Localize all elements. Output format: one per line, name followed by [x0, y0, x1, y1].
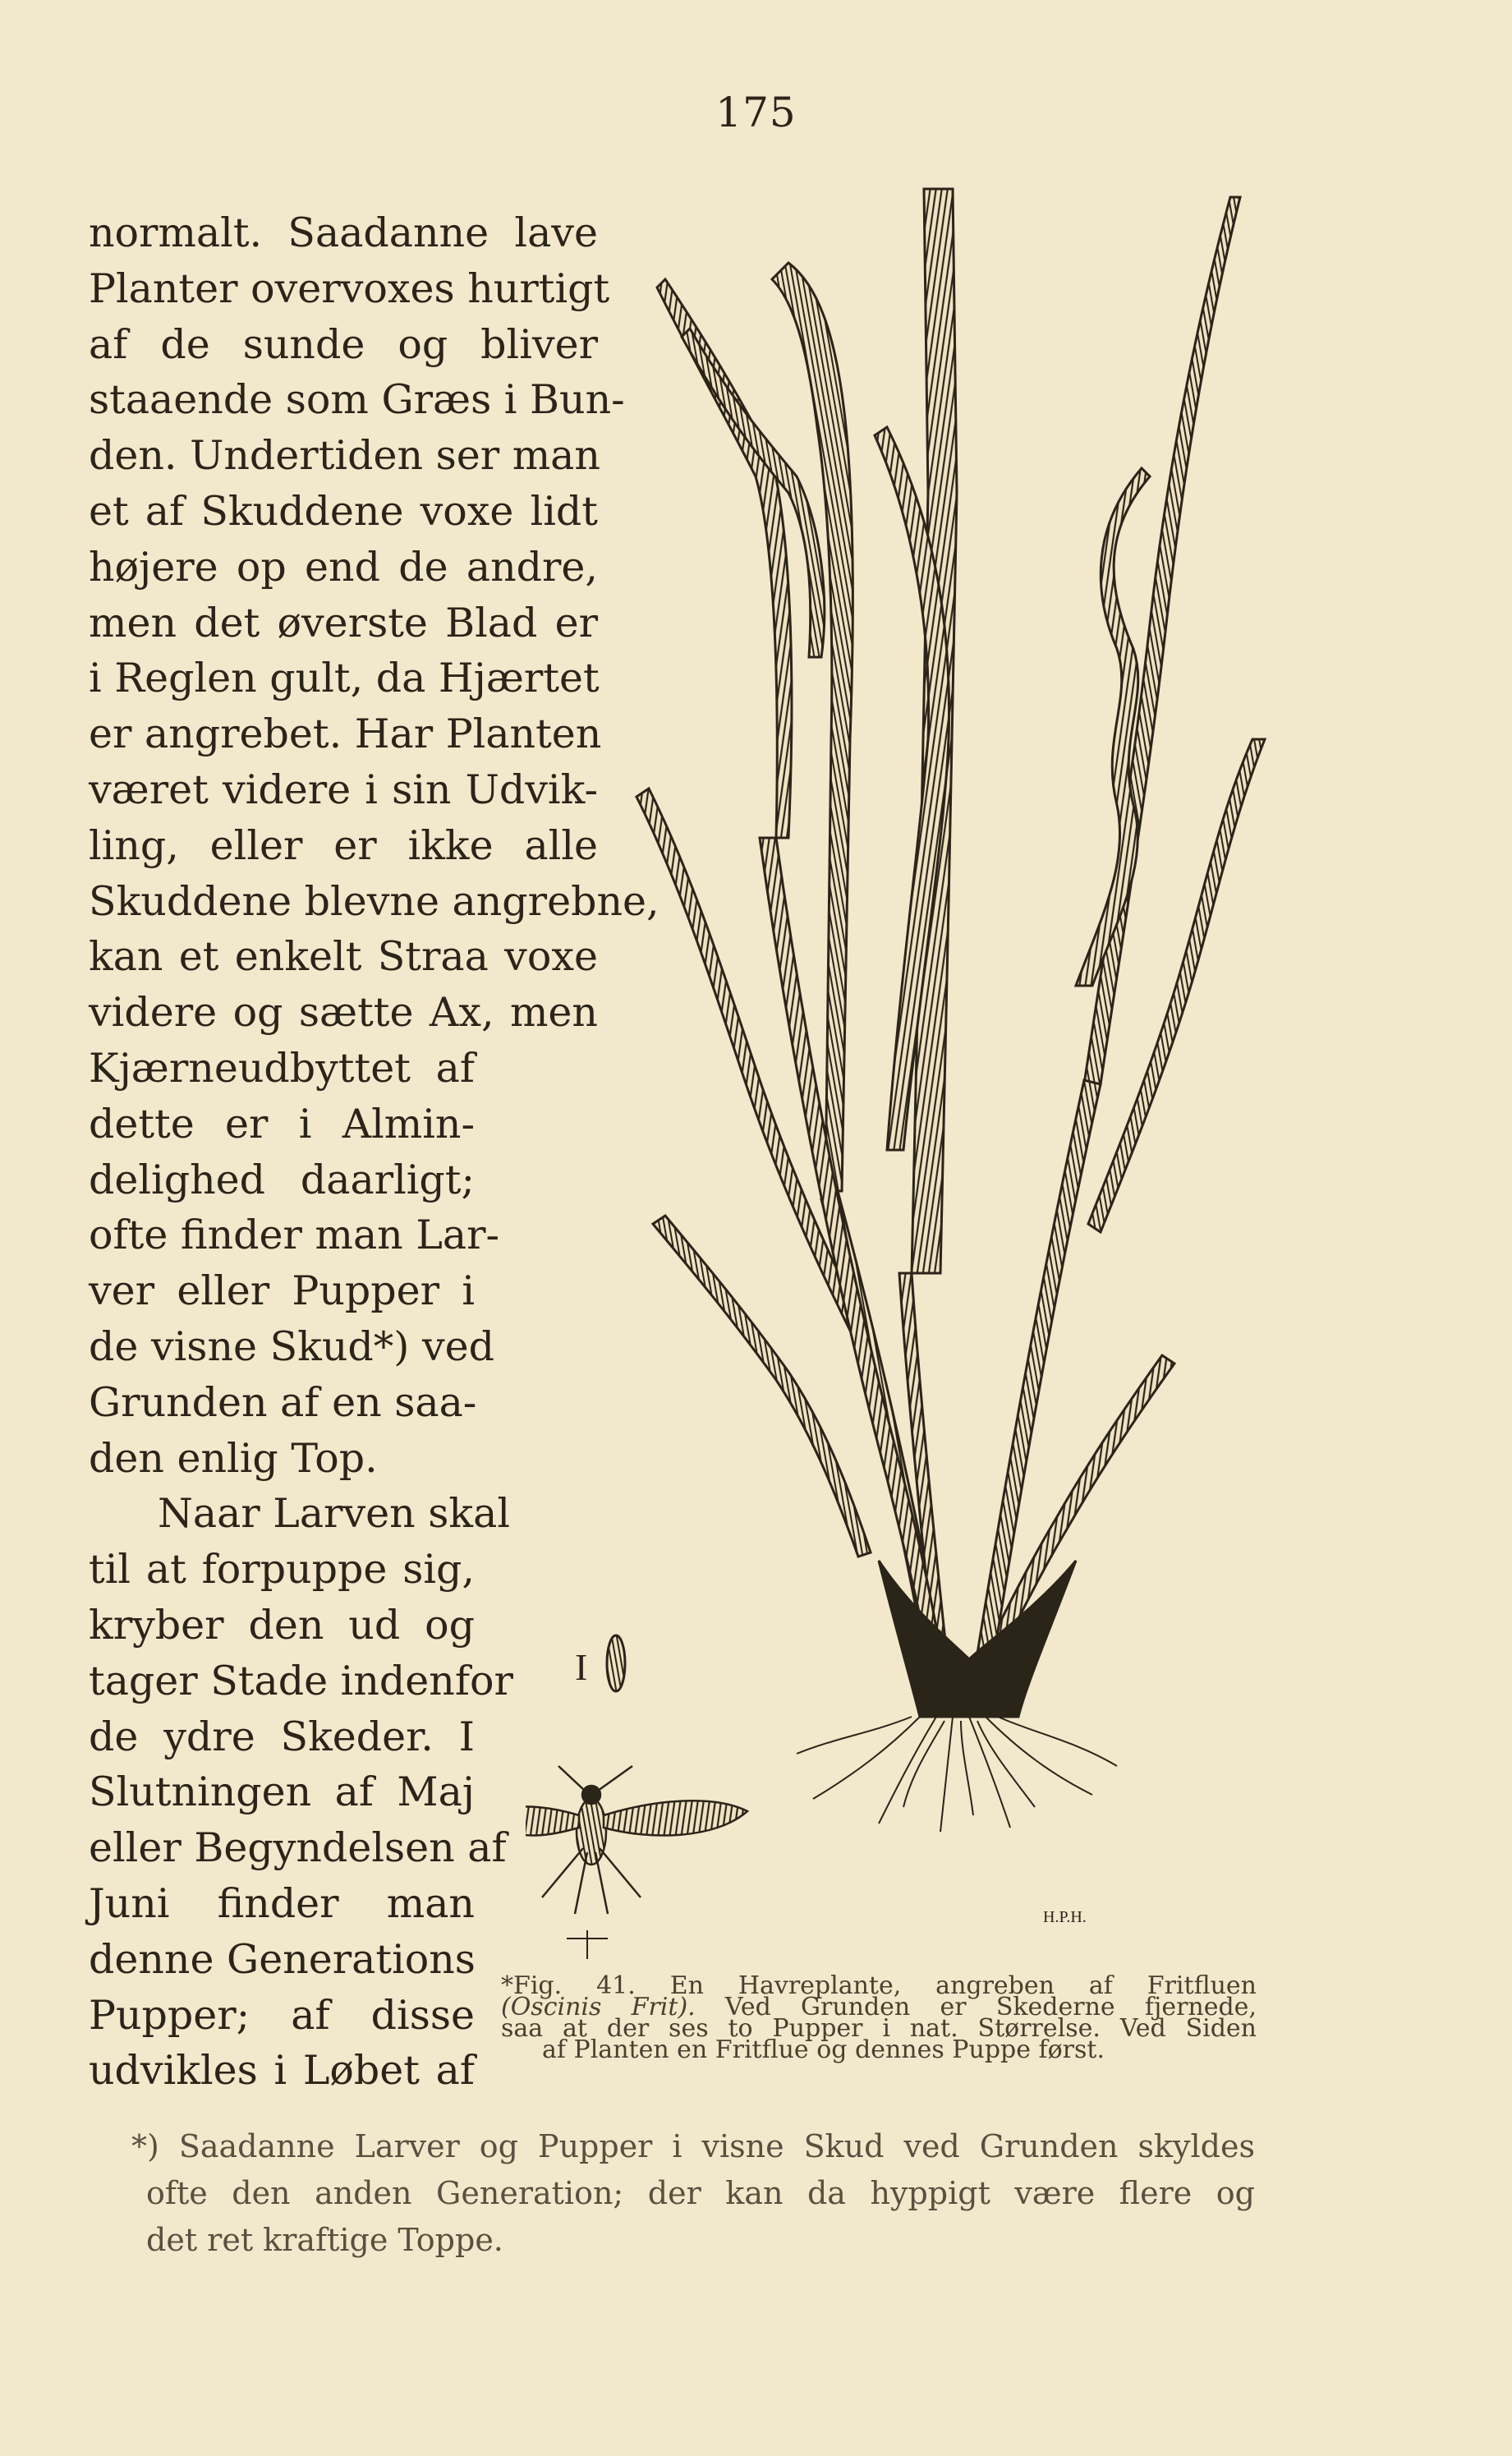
body-line: kan et enkelt Straa voxe [89, 933, 598, 981]
body-line: normalt. Saadanne lave [89, 209, 598, 256]
body-line: højere op end de andre, [89, 543, 598, 591]
body-line: er angrebet. Har Planten [89, 711, 602, 758]
body-line: dette er i Almin- [89, 1100, 475, 1148]
body-line: til at forpuppe sig, [89, 1546, 475, 1594]
caption-line: af Planten en Fritflue og dennes Puppe først. [542, 2035, 1105, 2064]
body-line: af de sunde og bliver [89, 320, 598, 368]
footnote-line: ofte den anden Generation; der kan da hyppigt være flere og [146, 2175, 1255, 2211]
body-line: den. Undertiden ser man [89, 432, 600, 480]
body-line: Planter overvoxes hurtigt [89, 264, 610, 312]
body-line: ofte finder man Lar- [89, 1212, 500, 1259]
caption-species: (Oscinis Frit). [501, 1993, 696, 2021]
body-line: udvikles i Løbet af [89, 2047, 475, 2095]
body-line: været videre i sin Udvik- [89, 766, 598, 813]
body-line: Juni finder man [89, 1879, 475, 1927]
body-line: den enlig Top. [89, 1434, 378, 1482]
caption-line: *Fig. 41. En Havreplante, angreben af Fritfluen [501, 1971, 1257, 2000]
body-line: tager Stade indenfor [89, 1657, 513, 1704]
body-line: i Reglen gult, da Hjærtet [89, 655, 600, 702]
body-line: delighed daarligt; [89, 1156, 475, 1203]
body-line: de visne Skud*) ved [89, 1322, 494, 1370]
body-line: ver eller Pupper i [89, 1267, 475, 1315]
leaves [637, 189, 1265, 1717]
body-line: kryber den ud og [89, 1601, 475, 1649]
scale-mark [567, 1930, 608, 1959]
body-line: de ydre Skeder. I [89, 1713, 475, 1760]
figure-label-i: I [575, 1646, 588, 1688]
body-line: men det øverste Blad er [89, 599, 598, 646]
body-line: Skuddene blevne angrebne, [89, 877, 659, 925]
fly-icon [526, 1766, 747, 1914]
body-line: Slutningen af Maj [89, 1768, 475, 1816]
body-line: et af Skuddene voxe lidt [89, 487, 598, 535]
body-line: Naar Larven skal [158, 1490, 511, 1538]
roots [797, 1717, 1117, 1832]
oat-plant-figure [526, 164, 1512, 1971]
body-line: ling, eller er ikke alle [89, 821, 598, 869]
body-line: videre og sætte Ax, men [89, 989, 598, 1037]
body-line: Pupper; af disse [89, 1991, 475, 2039]
footnote-line: *) Saadanne Larver og Pupper i visne Skud ved Grunden skyldes [131, 2128, 1255, 2164]
figure-caption [501, 1971, 1257, 2064]
body-line: denne Generations [89, 1935, 476, 1983]
artist-signature: H.P.H. [1043, 1908, 1087, 1926]
body-line: Kjærneudbyttet af [89, 1044, 475, 1092]
caption-line: saa at der ses to Pupper i nat. Størrelse. Ved Siden [501, 2014, 1257, 2043]
page-number: 175 [715, 89, 797, 136]
footnote-line: det ret kraftige Toppe. [146, 2222, 503, 2258]
caption-text: Ved Grunden er Skederne fjernede, [695, 1993, 1257, 2021]
pupa-icon [607, 1635, 625, 1691]
body-line: staaende som Græs i Bun- [89, 376, 625, 424]
footnote [131, 2123, 1255, 2264]
body-line: eller Begyndelsen af [89, 1824, 507, 1872]
oat-plant-illustration [526, 164, 1512, 1971]
body-line: Grunden af en saa- [89, 1378, 477, 1426]
